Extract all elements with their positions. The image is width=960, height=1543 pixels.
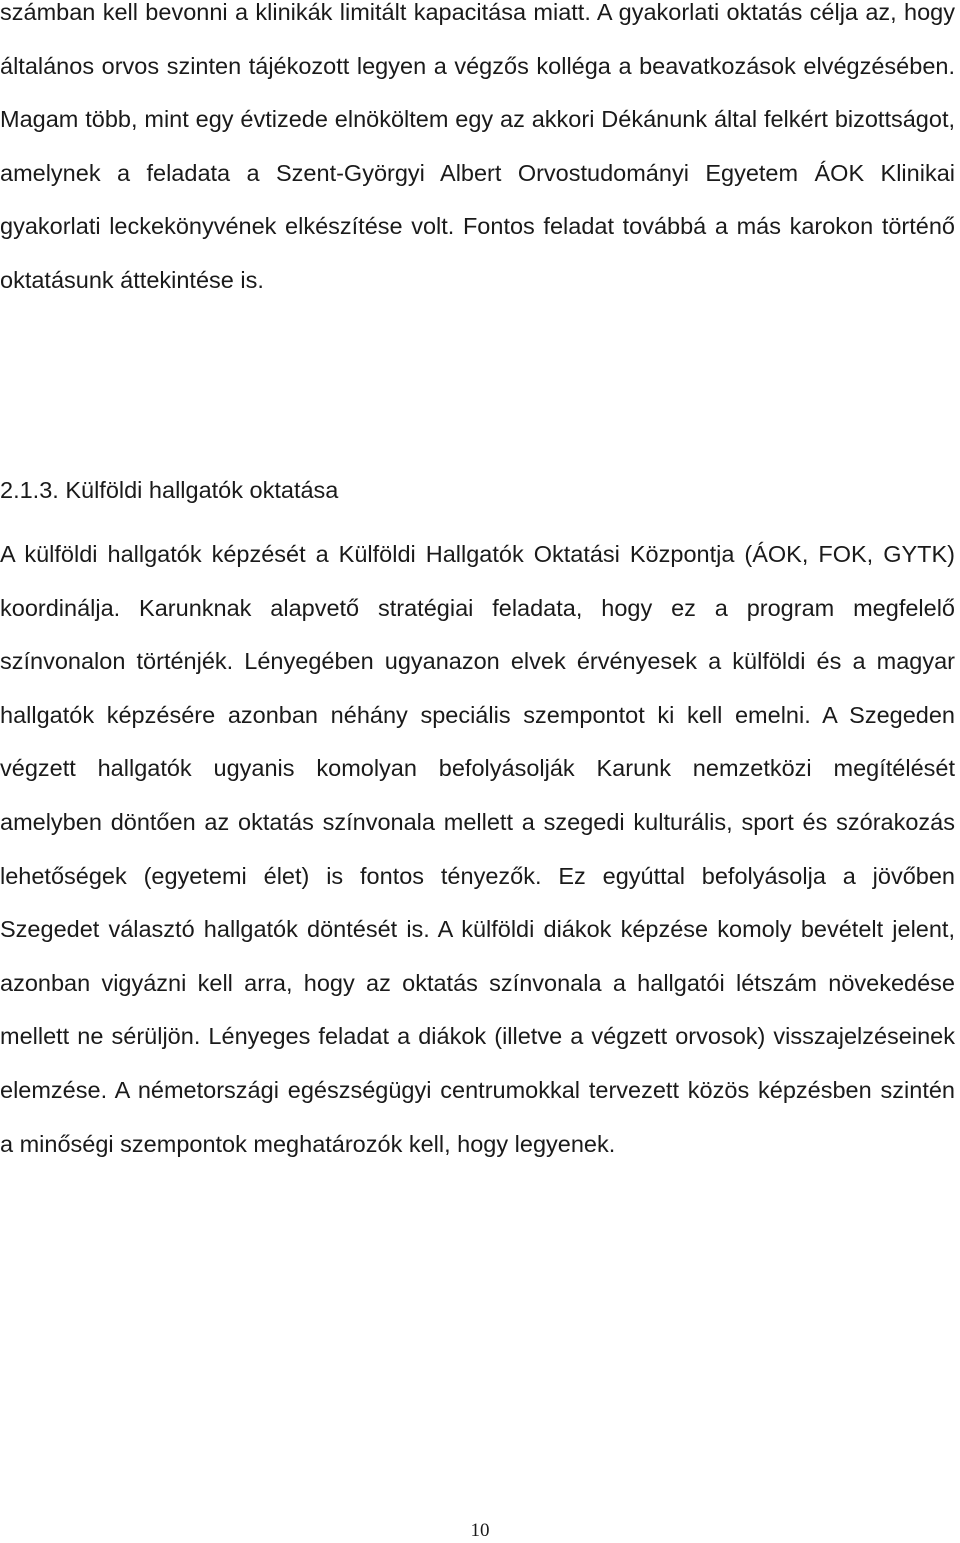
page-number: 10 xyxy=(470,1520,490,1541)
section-heading: 2.1.3. Külföldi hallgatók oktatása xyxy=(0,477,339,503)
paragraph-intro: számban kell bevonni a klinikák limitált kapacitása miatt. A gyakorlati oktatás célja az, hogy általános orvos szinten tájékozott legyen a végzős kolléga a beavatkozások elvégzésében. Magam több, mint egy évtizede elnököltem egy az akkori Dékánunk által felkért bizottságot, amelynek a feladata a Szent-Györgyi Albert Orvostudományi Egyetem ÁOK Klinikai gyakorlati leckekönyvének elkészítése volt. Fontos feladat továbbá a más karokon történő oktatásunk áttekintése is. xyxy=(0,0,955,293)
document-page xyxy=(0,0,955,308)
paragraph-foreign-students: A külföldi hallgatók képzését a Külföldi Hallgatók Oktatási Központja (ÁOK, FOK, GYTK) koordinálja. Karunknak alapvető stratégiai feladata, hogy ez a program megfelelő színvonalon történjék. Lényegében ugyanazon elvek érvényesek a külföldi és a magyar hallgatók képzésére azonban néhány speciális szempontot ki kell emelni. A Szegeden végzett hallgatók ugyanis komolyan befolyásolják Karunk nemzetközi megítélését amelyben döntően az oktatás színvonala mellett a szegedi kulturális, sport és szórakozás lehetőségek (egyetemi élet) is fontos tényezők. Ez egyúttal befolyásolja a jövőben Szegedet választó hallgatók döntését is. A külföldi diákok képzése komoly bevételt jelent, azonban vigyázni kell arra, hogy az oktatás színvonala a hallgatói létszám növekedése mellett ne sérüljön. Lényeges feladat a diákok (illetve a végzett orvosok) visszajelzéseinek elemzése. A németországi egészségügyi centrumokkal tervezett közös képzésben szintén a minőségi szempontok meghatározók kell, hogy legyenek. xyxy=(0,541,955,1157)
